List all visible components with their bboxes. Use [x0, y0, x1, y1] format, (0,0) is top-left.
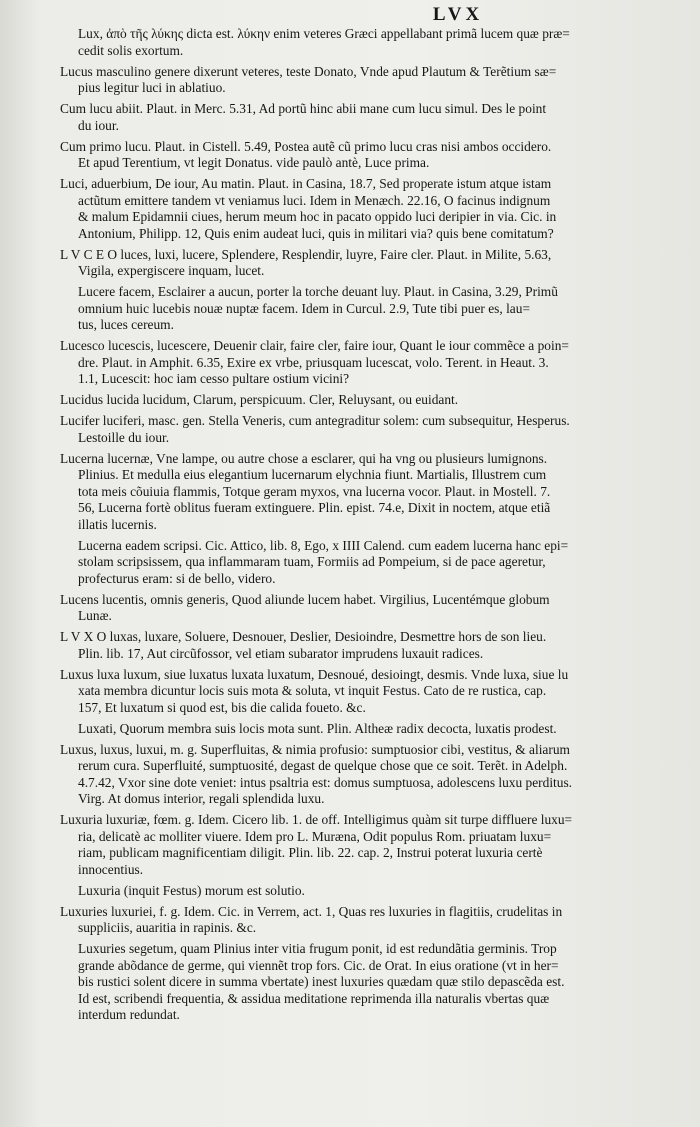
dictionary-entry: [60, 413, 654, 446]
entry-line: L V X O luxas, luxare, Soluere, Desnouer, Deslier, Desioindre, Desmettre hors de son lieu.: [60, 629, 547, 644]
entry-line: interdum redundat.: [78, 1007, 180, 1022]
entry-line: L V C E O luces, luxi, lucere, Splendere, Resplendir, luyre, Faire cler. Plaut. in Milite, 5.63,: [60, 246, 552, 262]
dictionary-entry: [60, 629, 654, 662]
entry-line: omnium huic lucebis nouæ nuptæ facem. Idem in Curcul. 2.9, Tute tibi puer es, lau=: [78, 300, 530, 316]
entry-line: Lucesco lucescis, lucescere, Deuenir clair, faire cler, faire iour, Quant le iour commẽce a poin=: [60, 338, 569, 353]
dictionary-entry: [60, 812, 654, 878]
entry-line: Cum lucu abiit. Plaut. in Merc. 5.31, Ad portũ hinc abii mane cum lucu simul. Des le point: [60, 101, 547, 116]
entry-line: Luxus luxa luxum, siue luxatus luxata luxatum, Desnoué, desioingt, desmis. Vnde luxa, siue lu: [60, 666, 569, 682]
dictionary-entry: [60, 667, 654, 717]
dictionary-entry: [60, 101, 654, 134]
entry-line: ria, delicatè ac molliter viuere. Idem pro L. Muræna, Odit populus Rom. priuatam luxu=: [78, 828, 552, 844]
entry-line: tus, luces cereum.: [78, 317, 174, 332]
dictionary-entry: [60, 592, 654, 625]
entry-line: actũtum emittere tandem vt veniamus luci. Idem in Menæch. 22.16, O facinus indignum: [78, 192, 551, 208]
dictionary-entry: [60, 392, 654, 409]
dictionary-entry: [60, 176, 654, 242]
dictionary-entry: [60, 26, 654, 59]
entry-line: Cum primo lucu. Plaut. in Cistell. 5.49, Postea autẽ cũ primo lucu cras nisi ambos occidero.: [60, 138, 552, 154]
entry-line: Lucus masculino genere dixerunt veteres, teste Donato, Vnde apud Plautum & Terẽtium sæ=: [60, 63, 557, 79]
entry-line: Lucere facem, Esclairer a aucun, porter la torche deuant luy. Plaut. in Casina, 3.29, Primũ: [78, 284, 558, 299]
dictionary-entry: [60, 64, 654, 97]
dictionary-entry: [60, 451, 654, 534]
entry-line: 4.7.42, Vxor sine dote veniet: intus psaltria est: domus sumptuosa, adolescens luxu perditus.: [78, 774, 573, 790]
dictionary-entry: [60, 883, 654, 900]
entry-line: Antonium, Philipp. 12, Quis enim audeat luci, quis in militari via? quis bene comitatum?: [78, 225, 554, 241]
entry-line: Id est, scribendi frequentia, & assidua meditatione reprimenda illa naturalis vbertas quæ: [78, 990, 550, 1006]
entry-line: riam, publicam magnificentiam diligit. Plin. lib. 22. cap. 2, Instrui poterat luxuria certè: [78, 845, 543, 860]
entry-line: Vigila, expergiscere inquam, lucet.: [78, 263, 265, 278]
dictionary-entry: [60, 742, 654, 808]
entry-line: Luxuria (inquit Festus) morum est solutio.: [78, 882, 305, 898]
entry-line: illatis lucernis.: [78, 516, 157, 532]
dictionary-entry: [60, 338, 654, 388]
entry-line: Lucens lucentis, omnis generis, Quod aliunde lucem habet. Virgilius, Lucentémque globum: [60, 591, 550, 607]
running-head-text: LVX: [432, 4, 484, 25]
dictionary-entry: [60, 904, 654, 937]
entry-line: bis rustici solent dicere in summa vbertate) inest luxuries quædam quæ stilo depascẽda est.: [78, 974, 565, 989]
entry-line: du iour.: [78, 117, 119, 133]
entry-line: suppliciis, auaritia in rapinis. &c.: [78, 920, 257, 935]
entry-line: Luxati, Quorum membra suis locis mota sunt. Plin. Altheæ radix decocta, luxatis prodest.: [78, 720, 557, 736]
entry-line: 157, Et luxatum si quod est, bis die calida foueto. &c.: [78, 699, 366, 715]
entry-line: stolam scripsissem, qua inflammaram tuam, Formiis ad Pompeium, si de pace ageretur,: [78, 554, 546, 569]
entry-line: innocentius.: [78, 861, 144, 877]
entry-line: Luxuries luxuriei, f. g. Idem. Cic. in Verrem, act. 1, Quas res luxuries in flagitiis, crudelitas in: [60, 903, 563, 919]
dictionary-entry: [60, 284, 654, 334]
dictionary-text-block: [60, 26, 654, 1024]
entry-line: xata membra dicuntur locis suis mota & soluta, vt inquit Festus. Cato de re rustica, cap.: [78, 683, 547, 698]
running-head: [0, 4, 700, 26]
dictionary-entry: [60, 538, 654, 588]
entry-line: Lestoille du iour.: [78, 429, 170, 445]
entry-line: Luxus, luxus, luxui, m. g. Superfluitas, & nimia profusio: sumptuosior cibi, vestitus, & aliarum: [60, 741, 570, 757]
entry-line: Lucerna lucernæ, Vne lampe, ou autre chose a esclarer, qui ha vng ou plusieurs lumignons.: [60, 450, 548, 466]
dictionary-entry: [60, 247, 654, 280]
entry-line: Lunæ.: [78, 608, 112, 623]
entry-line: Luxuries segetum, quam Plinius inter vitia frugum ponit, id est redundãtia germinis. Trop: [78, 941, 557, 956]
entry-line: & malum Epidamnii ciues, herum meum hoc in pacato oppido luci deripier in via. Cic. in: [78, 209, 557, 224]
entry-line: Lucifer luciferi, masc. gen. Stella Veneris, cum antegraditur solem: cum subsequitur, Hesperus.: [60, 413, 570, 428]
entry-line: Lucidus lucida lucidum, Clarum, perspicuum. Cler, Reluysant, ou euidant.: [60, 392, 459, 407]
entry-line: Plinius. Et medulla eius elegantium lucernarum elychnia fiunt. Martialis, Illustrem cum: [78, 467, 547, 482]
entry-line: profecturus eram: si de bello, videro.: [78, 570, 276, 586]
entry-line: tota meis cõuiuia flammis, Totque geram myxos, vna lucerna vocor. Plaut. in Mostell. 7.: [78, 483, 551, 499]
entry-line: grande abõdance de germe, qui viennẽt trop fors. Cic. de Orat. In eius oratione (vt in her=: [78, 957, 559, 973]
entry-line: Plin. lib. 17, Aut circũfossor, vel etiam subarator imprudens luxauit radices.: [78, 645, 484, 661]
dictionary-entry: [60, 139, 654, 172]
entry-line: 1.1, Lucescit: hoc iam cesso pultare ostium vicini?: [78, 371, 350, 386]
entry-line: pius legitur luci in ablatiuo.: [78, 80, 226, 95]
entry-line: 56, Lucerna fortè oblitus fueram extinguere. Plin. epist. 74.e, Dixit in noctem, atque etiã: [78, 500, 551, 515]
dictionary-entry: [60, 941, 654, 1024]
entry-line: cedit solis exortum.: [78, 42, 184, 58]
entry-line: dre. Plaut. in Amphit. 6.35, Exire ex vrbe, priusquam lucescat, volo. Terent. in Heaut. 3.: [78, 354, 549, 370]
entry-line: Lucerna eadem scripsi. Cic. Attico, lib. 8, Ego, x IIII Calend. cum eadem lucerna hanc epi=: [78, 537, 569, 553]
dictionary-entry: [60, 721, 654, 738]
entry-line: Virg. At domus interior, regali splendida luxu.: [78, 791, 325, 806]
entry-line: rerum cura. Superfluité, sumptuosité, degast de quelque chose que ce soit. Terẽt. in Adelph.: [78, 758, 568, 773]
entry-line: Lux, ἀπὸ τῆς λύκης dicta est. λύκην enim veteres Græci appellabant primã lucem quæ præ=: [78, 26, 570, 41]
entry-line: Luci, aduerbium, De iour, Au matin. Plaut. in Casina, 18.7, Sed properate istum atque istam: [60, 176, 552, 191]
entry-line: Luxuria luxuriæ, fœm. g. Idem. Cicero lib. 1. de off. Intelligimus quàm sit turpe diffluere luxu=: [60, 812, 573, 827]
entry-line: Et apud Terentium, vt legit Donatus. vide paulò antè, Luce prima.: [78, 155, 430, 170]
